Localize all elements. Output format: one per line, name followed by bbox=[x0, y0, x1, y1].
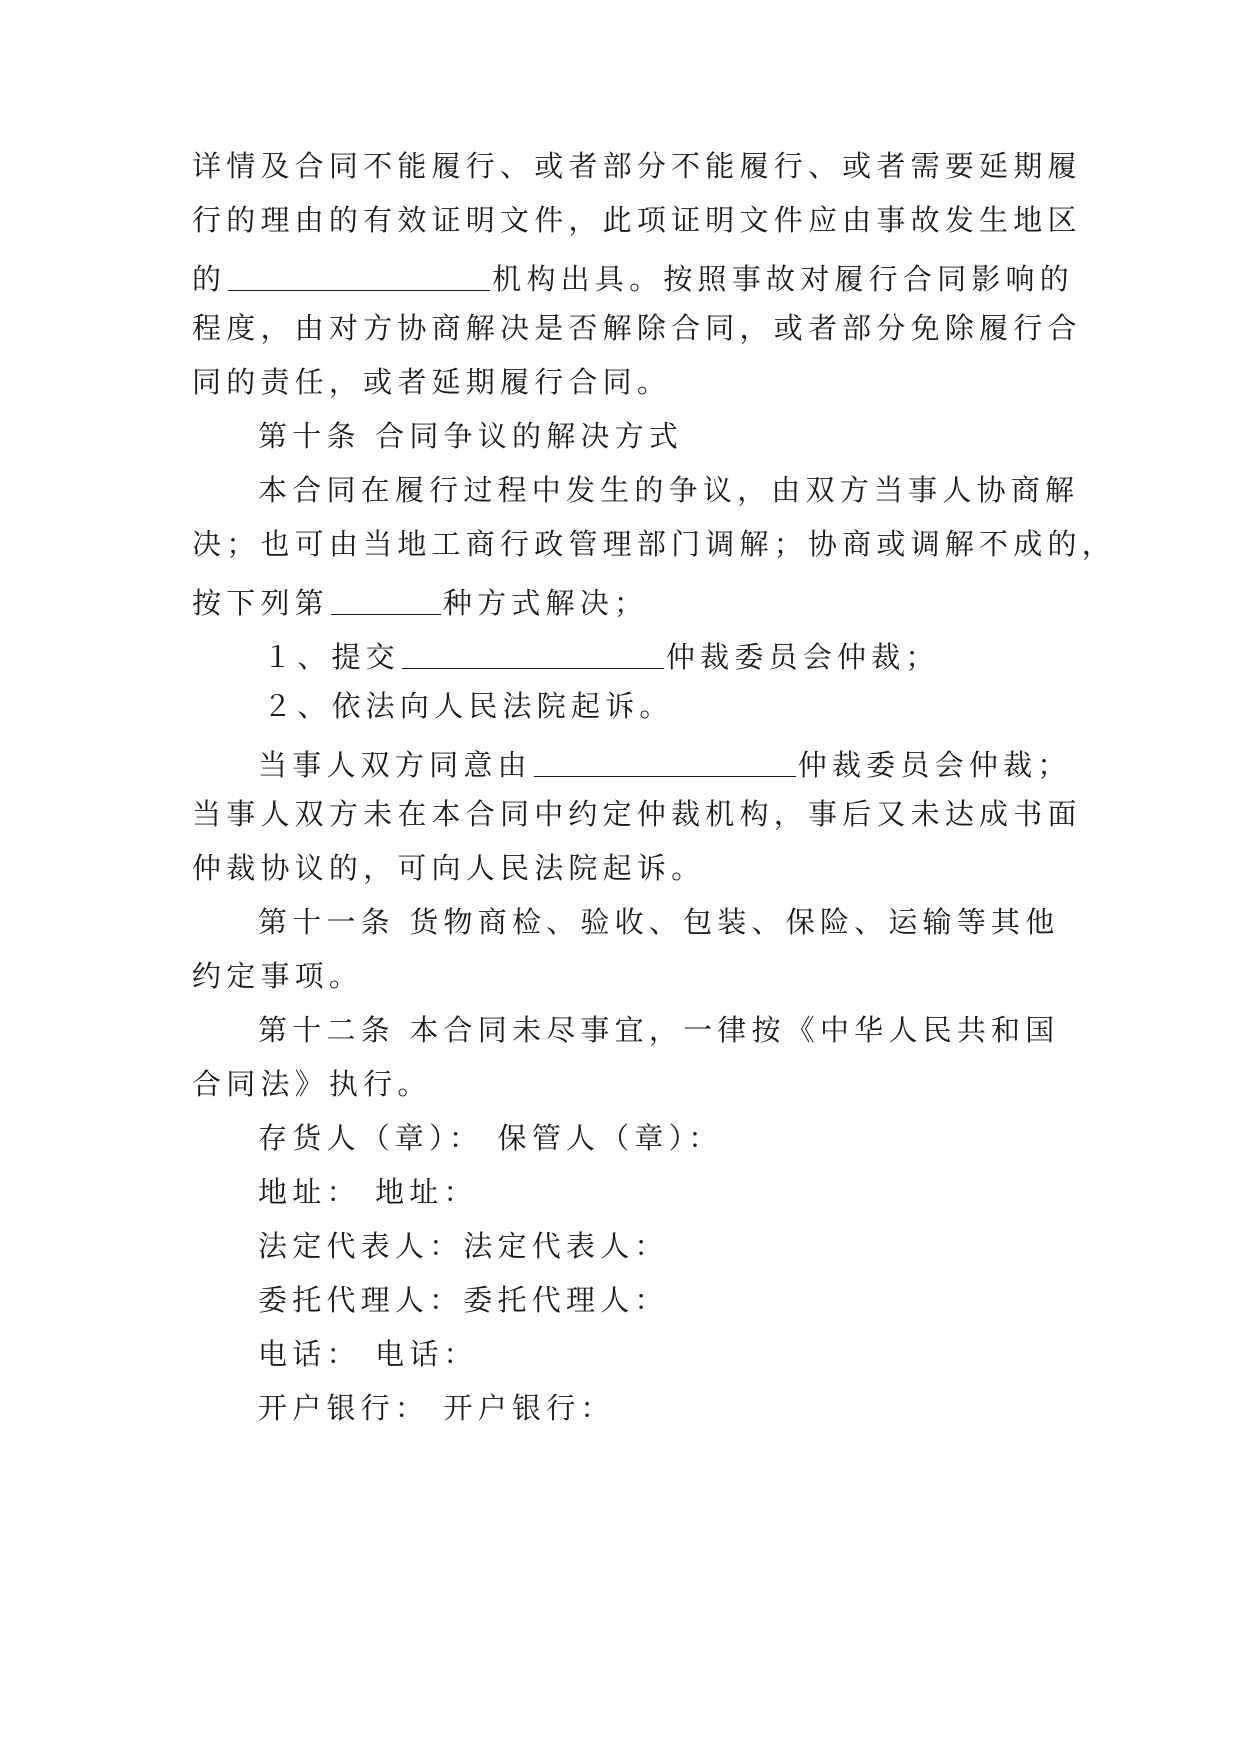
text-line: 合同法》执行。 bbox=[192, 1067, 432, 1101]
signature-bank: 开户银行： 开户银行： bbox=[258, 1391, 615, 1425]
signature-agent: 委托代理人：委托代理人： bbox=[258, 1283, 669, 1317]
text-fragment: 机构出具。按照事故对履行合同影响的 bbox=[492, 262, 1074, 296]
text-fragment: 种方式解决； bbox=[442, 586, 649, 620]
signature-address: 地址： 地址： bbox=[258, 1175, 478, 1209]
article-heading: 第十二条 本合同未尽事宜，一律按《中华人民共和国 bbox=[258, 1013, 1060, 1047]
text-fragment: 按下列第 bbox=[192, 586, 329, 620]
text-line: 仲裁协议的，可向人民法院起诉。 bbox=[192, 851, 706, 885]
signature-party: 存货人（章）： 保管人（章）： bbox=[258, 1121, 723, 1155]
fill-in-blank[interactable] bbox=[534, 742, 796, 777]
article-heading: 第十条 合同争议的解决方式 bbox=[258, 419, 684, 453]
text-fragment: 当事人双方同意由 bbox=[258, 748, 532, 782]
text-line: 决；也可由当地工商行政管理部门调解；协商或调解不成的， bbox=[192, 527, 1116, 561]
text-line bbox=[192, 578, 1052, 618]
text-line bbox=[192, 254, 1074, 296]
text-line: 当事人双方未在本合同中约定仲裁机构，事后又未达成书面 bbox=[192, 797, 1082, 831]
text-fragment: 的 bbox=[192, 262, 227, 296]
text-fragment: 仲裁委员会仲裁； bbox=[797, 748, 1072, 782]
text-line: 行的理由的有效证明文件，此项证明文件应由事故发生地区 bbox=[192, 203, 1082, 237]
fill-in-blank[interactable] bbox=[331, 580, 441, 615]
fill-in-blank[interactable] bbox=[228, 256, 490, 291]
text-line bbox=[258, 740, 1118, 780]
text-line: 详情及合同不能履行、或者部分不能履行、或者需要延期履 bbox=[192, 149, 1082, 183]
text-fragment: １、提交 bbox=[263, 640, 400, 674]
fill-in-blank[interactable] bbox=[402, 634, 664, 669]
signature-legal-rep: 法定代表人：法定代表人： bbox=[258, 1229, 669, 1263]
text-line: 本合同在履行过程中发生的争议，由双方当事人协商解 bbox=[258, 473, 1080, 507]
text-line: 同的责任，或者延期履行合同。 bbox=[192, 365, 672, 399]
option-item: ２、依法向人民法院起诉。 bbox=[263, 689, 674, 723]
article-heading: 第十一条 货物商检、验收、包装、保险、运输等其他 bbox=[258, 905, 1060, 939]
option-item bbox=[263, 632, 1123, 672]
text-fragment: 仲裁委员会仲裁； bbox=[665, 640, 940, 674]
text-line: 约定事项。 bbox=[192, 959, 364, 993]
signature-phone: 电话： 电话： bbox=[258, 1337, 478, 1371]
text-line: 程度，由对方协商解决是否解除合同，或者部分免除履行合 bbox=[192, 311, 1082, 345]
